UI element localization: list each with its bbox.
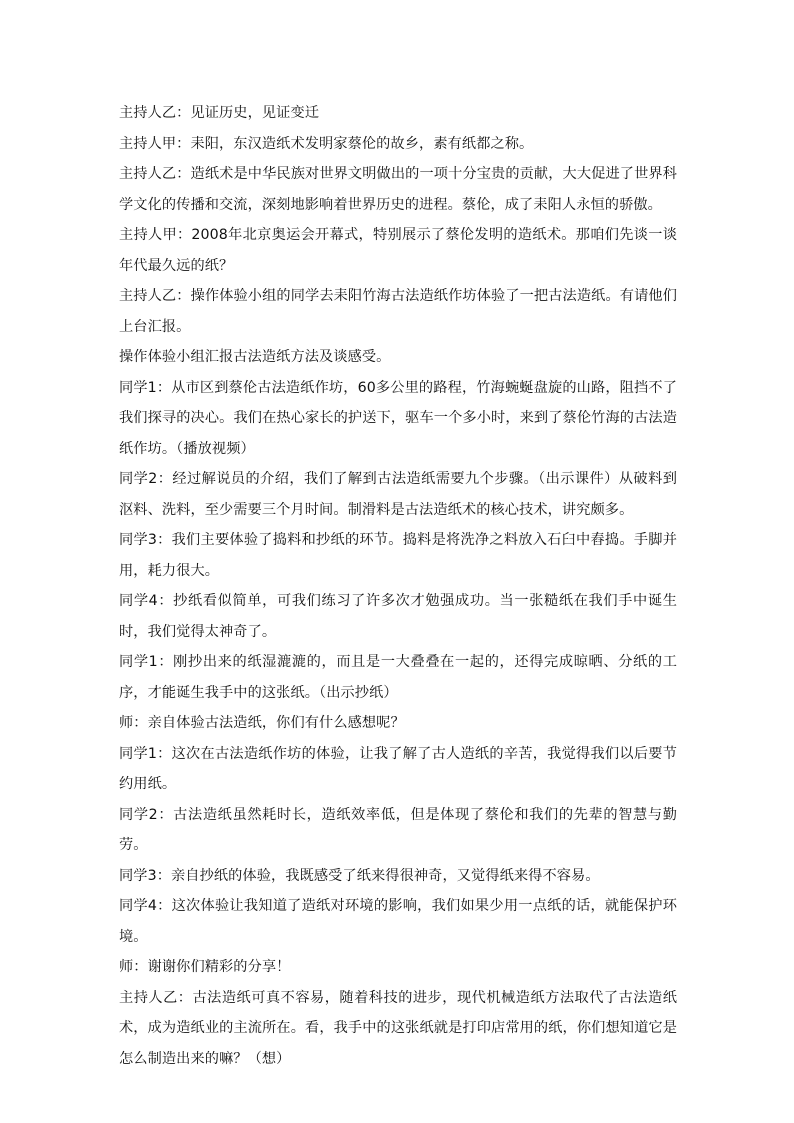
- paragraph: 主持人乙：古法造纸可真不容易，随着科技的进步，现代机械造纸方法取代了古法造纸术，成为造纸业的主流所在。看，我手中的这张纸就是打印店常用的纸，你们想知道它是怎么制造出来的嘛？（想）: [119, 989, 677, 1067]
- paragraph: 操作体验小组汇报古法造纸方法及谈感受。: [119, 349, 391, 365]
- document-body: [119, 98, 677, 1074]
- paragraph: 同学1：从市区到蔡伦古法造纸作坊，60多公里的路程，竹海蜿蜒盘旋的山路，阻挡不了我们探寻的决心。我们在热心家长的护送下，驱车一个多小时，来到了蔡伦竹海的古法造纸作坊。（播放视频）: [119, 379, 677, 457]
- paragraph: 同学1：刚抄出来的纸湿漉漉的，而且是一大叠叠在一起的，还得完成晾晒、分纸的工序，才能诞生我手中的这张纸。（出示抄纸）: [119, 654, 677, 701]
- paragraph: 主持人甲：2008年北京奥运会开幕式，特别展示了蔡伦发明的造纸术。那咱们先谈一谈年代最久远的纸？: [119, 227, 677, 274]
- paragraph: 同学2：古法造纸虽然耗时长，造纸效率低，但是体现了蔡伦和我们的先辈的智慧与勤劳。: [119, 806, 677, 853]
- paragraph: 同学3：我们主要体验了捣料和抄纸的环节。捣料是将洗净之料放入石臼中舂捣。手脚并用，耗力很大。: [119, 532, 677, 579]
- paragraph: 主持人乙：操作体验小组的同学去耒阳竹海古法造纸作坊体验了一把古法造纸。有请他们上台汇报。: [119, 288, 677, 335]
- paragraph: 师：亲自体验古法造纸，你们有什么感想呢？: [119, 715, 405, 731]
- paragraph: 同学4：这次体验让我知道了造纸对环境的影响，我们如果少用一点纸的话，就能保护环境。: [119, 898, 677, 945]
- paragraph: 主持人乙：造纸术是中华民族对世界文明做出的一项十分宝贵的贡献，大大促进了世界科学文化的传播和交流，深刻地影响着世界历史的进程。蔡伦，成了耒阳人永恒的骄傲。: [119, 166, 677, 213]
- paragraph: 同学2：经过解说员的介绍，我们了解到古法造纸需要九个步骤。（出示课件）从破料到沤料、洗料，至少需要三个月时间。制滑料是古法造纸术的核心技术，讲究颇多。: [119, 471, 677, 518]
- paragraph: 同学4：抄纸看似简单，可我们练习了许多次才勉强成功。当一张糙纸在我们手中诞生时，我们觉得太神奇了。: [119, 593, 677, 640]
- paragraph: 主持人甲：耒阳，东汉造纸术发明家蔡伦的故乡，素有纸都之称。: [119, 135, 534, 152]
- paragraph: 主持人乙：见证历史，见证变迁: [119, 105, 320, 121]
- paragraph: 同学3：亲自抄纸的体验，我既感受了纸来得很神奇，又觉得纸来得不容易。: [119, 867, 600, 884]
- paragraph: 师：谢谢你们精彩的分享！: [119, 959, 291, 975]
- paragraph: 同学1：这次在古法造纸作坊的体验，让我了解了古人造纸的辛苦，我觉得我们以后要节约用纸。: [119, 745, 677, 792]
